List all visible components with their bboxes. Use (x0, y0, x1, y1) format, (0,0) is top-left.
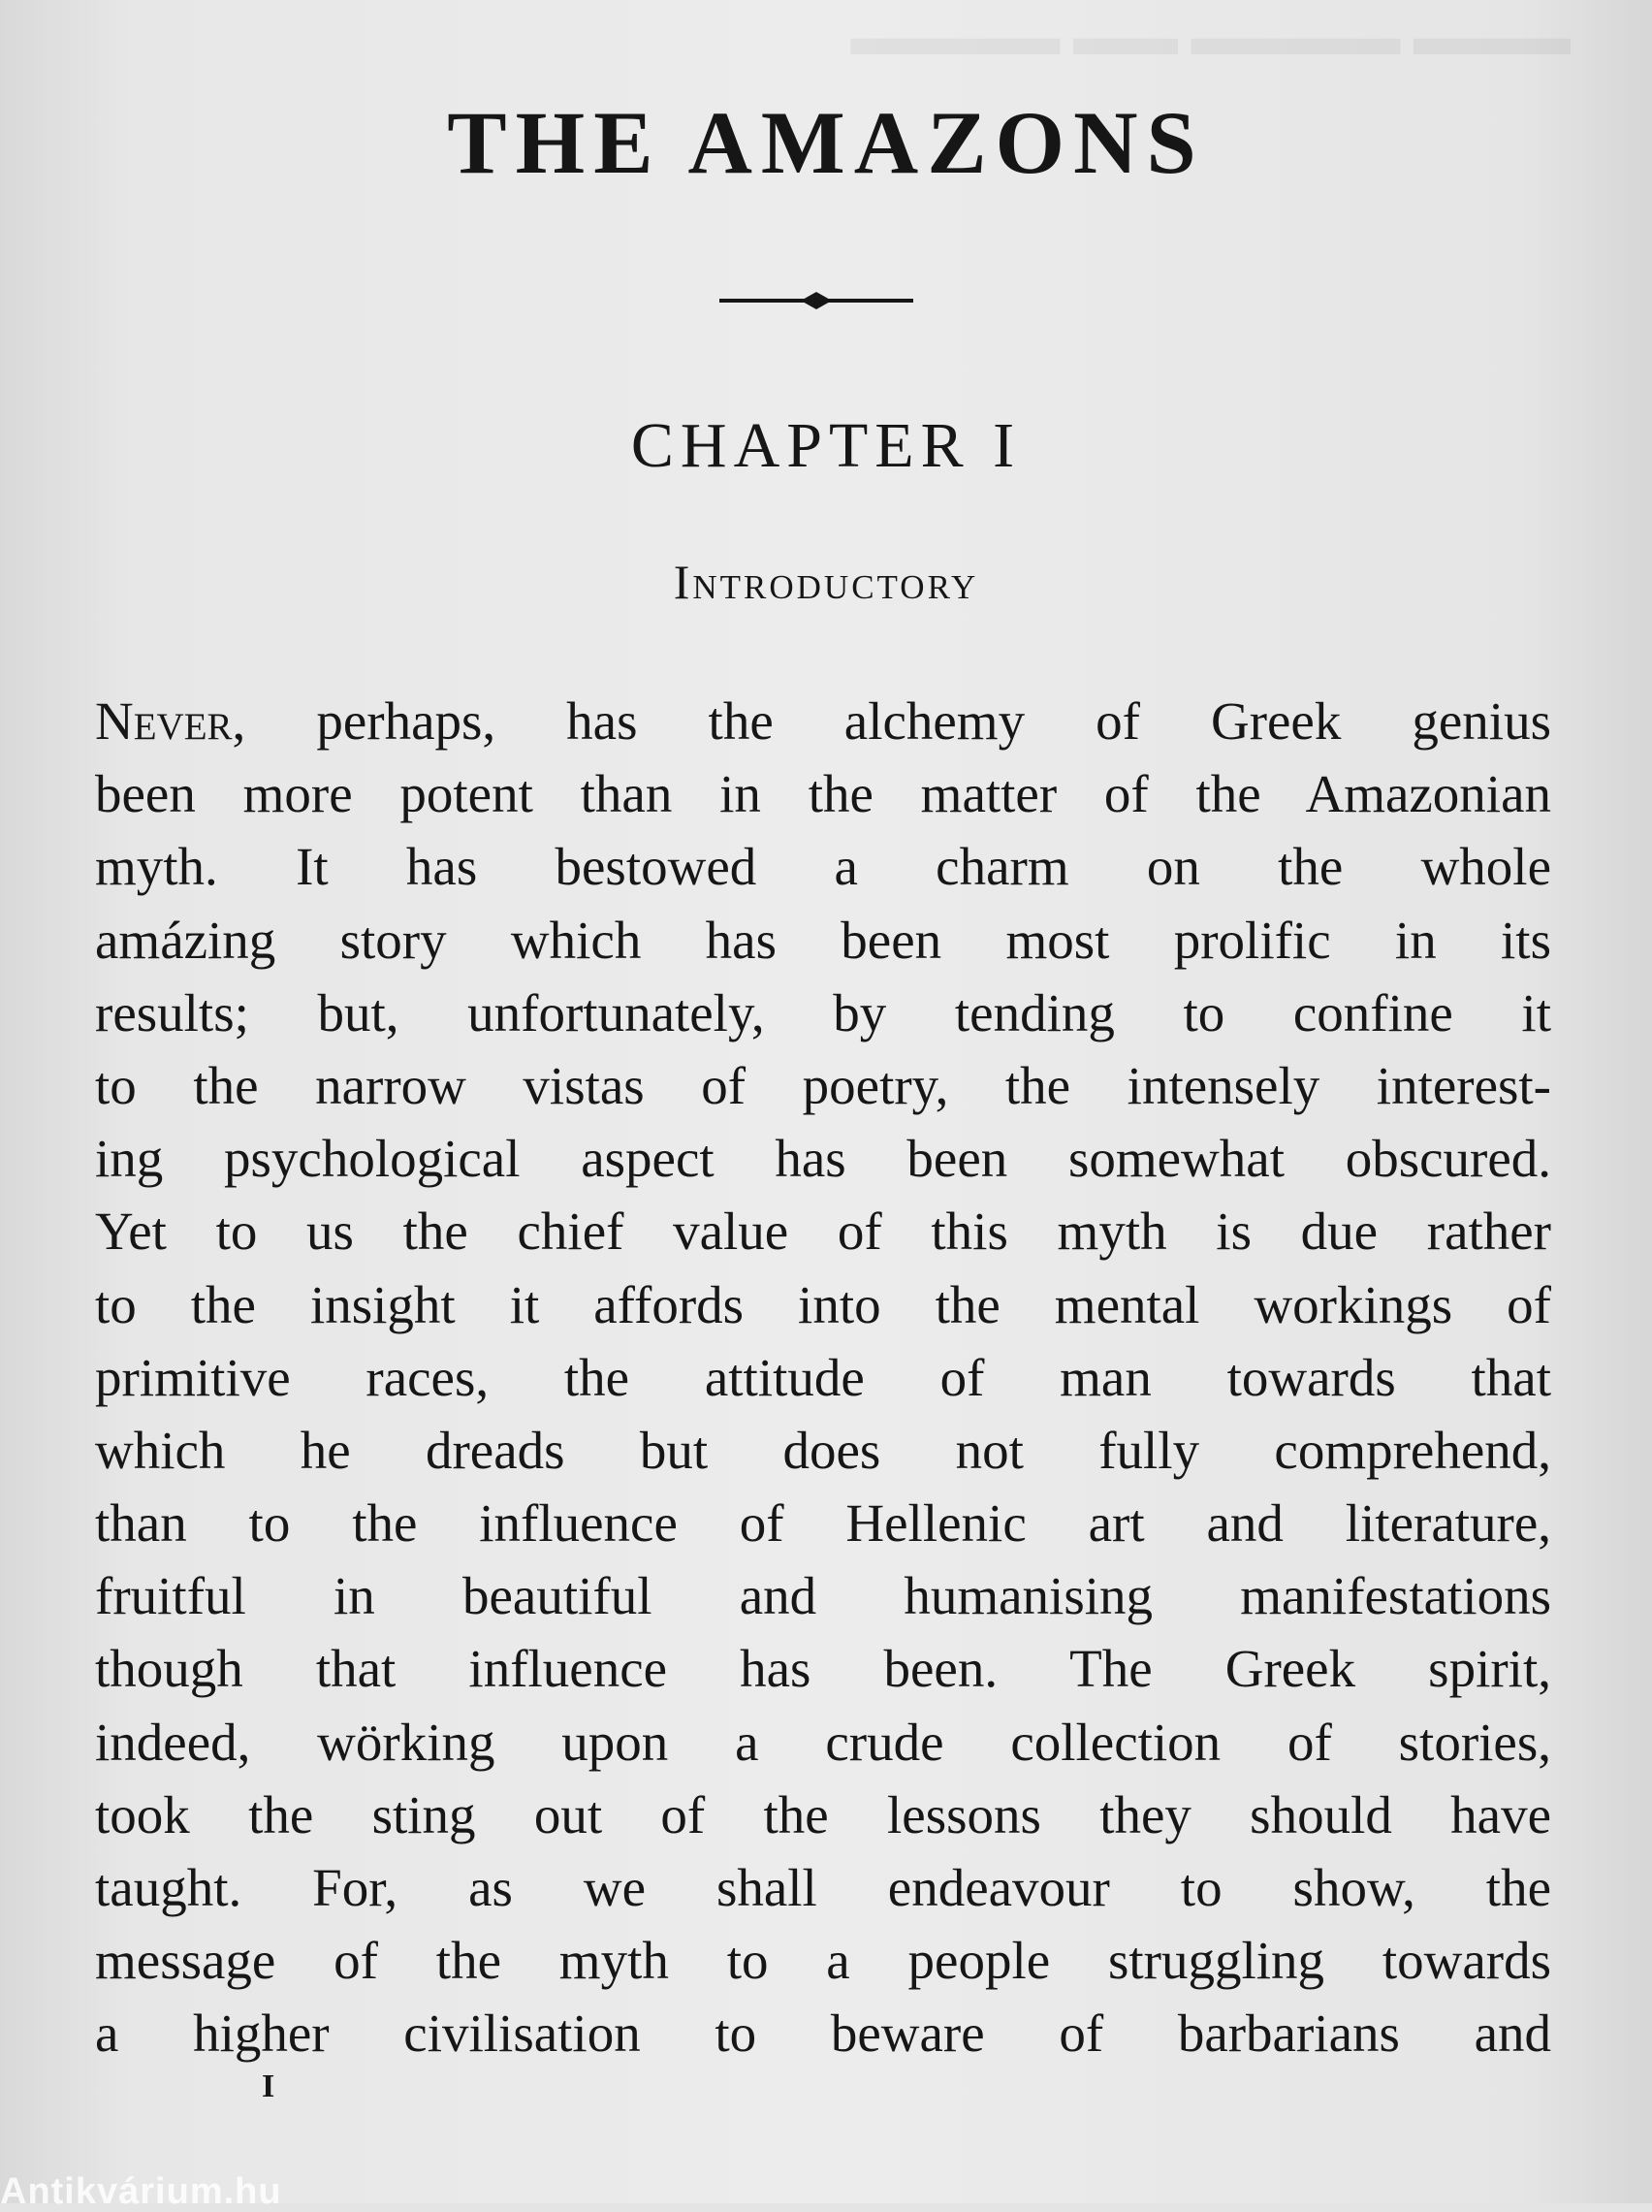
bleed-through-text: ▬▬▬ ▬▬▬▬ ▬▬ ▬▬▬▬ (850, 8, 1571, 66)
ornament-divider (719, 289, 913, 312)
text-line: a higher civilisation to beware of barbarians and (95, 2004, 1551, 2064)
text-line: results; but, unfortunately, by tending to confine it (95, 982, 1551, 1042)
text-line: myth. It has bestowed a charm on the whole (95, 837, 1551, 897)
text-line: primitive races, the attitude of man towards that (95, 1347, 1551, 1407)
text-line: to the insight it affords into the mental workings of (95, 1274, 1551, 1334)
body-paragraph (95, 685, 1551, 2070)
text-line: than to the influence of Hellenic art and literature, (95, 1493, 1551, 1554)
drop-word: Never, (95, 691, 246, 751)
text-line: Never, perhaps, has the alchemy of Greek genius (95, 691, 1551, 751)
text-line: taught. For, as we shall endeavour to show, the (95, 1858, 1551, 1917)
text-line: been more potent than in the matter of the Amazonian (95, 764, 1551, 824)
text-line: message of the myth to a people struggling towards (95, 1931, 1551, 1991)
section-title: Introductory (673, 555, 979, 609)
text-line: though that influence has been. The Greek spirit, (95, 1639, 1551, 1699)
text-line: amázing story which has been most prolific in its (95, 910, 1551, 970)
text-line: to the narrow vistas of poetry, the intensely interest- (95, 1055, 1551, 1115)
text-line: fruitful in beautiful and humanising manifestations (95, 1566, 1551, 1626)
page-number: I (262, 2068, 275, 2104)
chapter-heading: CHAPTER I (630, 410, 1022, 481)
book-title: THE AMAZONS (447, 93, 1205, 192)
text-line: which he dreads but does not fully comprehend, (95, 1420, 1551, 1480)
ornament-diamond (801, 292, 832, 309)
text-line: ing psychological aspect has been somewhat obscured. (95, 1129, 1551, 1189)
watermark: Antikvárium.hu (0, 2171, 282, 2212)
text-line: took the sting out of the lessons they should have (95, 1784, 1551, 1844)
text-line: Yet to us the chief value of this myth is due rather (95, 1202, 1551, 1262)
text-line: indeed, wörking upon a crude collection of stories, (95, 1712, 1551, 1772)
